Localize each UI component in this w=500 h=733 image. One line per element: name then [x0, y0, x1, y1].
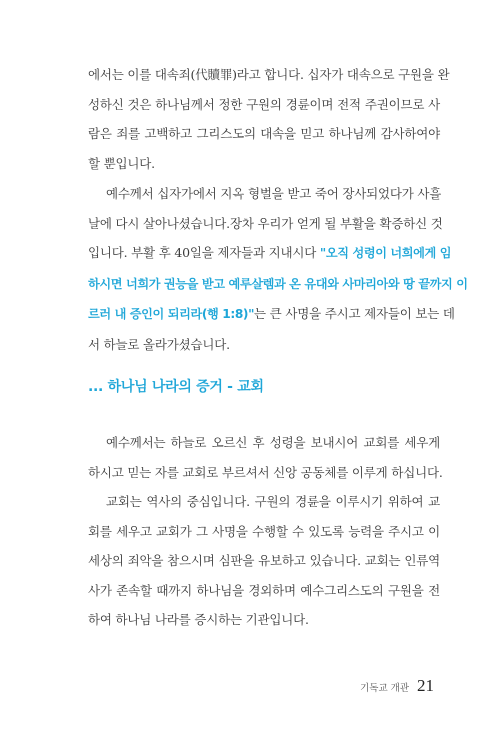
text-line: [88, 269, 468, 300]
text-line: 세상의 죄악을 참으시며 심판을 유보하고 있습니다. 교회는 인류역: [88, 553, 440, 568]
section-heading: ... 하나님 나라의 증거 - 교회: [88, 379, 264, 395]
text-line-mixed: [88, 238, 452, 269]
text-line: 람은 죄를 고백하고 그리스도의 대속을 믿고 하나님께 감사하여야: [88, 126, 440, 141]
scripture-quote: 하시면 너희가 권능을 받고 예루살렘과 온 유대와 사마리아와 땅 끝까지 이: [88, 276, 468, 291]
text-line: 예수께서는 하늘로 오르신 후 성령을 보내시어 교회를 세우게: [106, 435, 440, 450]
running-title: 기독교 개관: [360, 683, 409, 694]
page-number: 21: [417, 676, 434, 695]
page-footer: [360, 676, 434, 696]
scripture-quote: "오직 성령이 너희에게 임: [319, 246, 452, 260]
paragraph-atonement: [88, 60, 450, 178]
text-line-mixed: [88, 299, 455, 330]
text-line: 성하신 것은 하나님께서 정한 구원의 경륜이며 전적 주권이므로 사: [88, 96, 440, 112]
paragraph-church-center: [88, 487, 440, 635]
paragraph-resurrection: [88, 179, 468, 359]
text-line: 하여 하나님 나라를 증시하는 기관입니다.: [88, 612, 309, 627]
text-line: 사가 존속할 때까지 하나님을 경외하며 예수그리스도의 구원을 전: [88, 582, 440, 598]
text-line: 서 하늘로 올라가셨습니다.: [88, 336, 230, 352]
text-line: 에서는 이를 대속죄(代贖罪)라고 합니다. 십자가 대속으로 구원을 완: [88, 67, 450, 82]
text-segment: 입니다. 부활 후 40일을 제자들과 지내시다: [88, 245, 320, 260]
scripture-quote: 르러 내 증인이 되리라(행 1:8)": [88, 307, 255, 321]
text-line: 교회는 역사의 중심입니다. 구원의 경륜을 이루시기 위하여 교: [106, 494, 440, 509]
text-line: 예수께서 십자가에서 지옥 형벌을 받고 죽어 장사되었다가 사흘: [106, 186, 442, 201]
paragraph-church-founding: [88, 428, 443, 487]
text-line: 할 뿐입니다.: [88, 155, 155, 171]
text-line: 회를 세우고 교회가 그 사명을 수행할 수 있도록 능력을 주시고 이: [88, 523, 440, 539]
text-line: 하시고 믿는 자를 교회로 부르셔서 신앙 공동체를 이루게 하십니다.: [88, 464, 443, 480]
text-segment: 는 큰 사명을 주시고 제자들이 보는 데: [254, 306, 455, 321]
text-line: 날에 다시 살아나셨습니다.장차 우리가 얻게 될 부활을 확증하신 것: [88, 215, 443, 231]
